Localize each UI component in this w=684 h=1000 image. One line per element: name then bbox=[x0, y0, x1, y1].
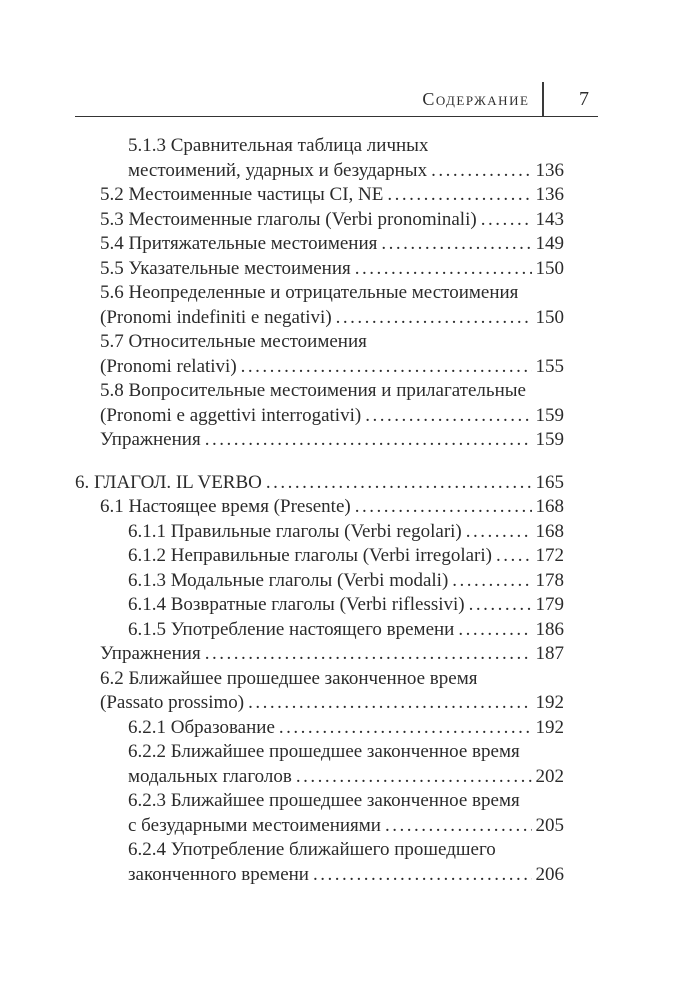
toc-entry-page: 136 bbox=[535, 184, 564, 205]
toc-entry-text: (Pronomi indefiniti e negativi) bbox=[100, 306, 332, 328]
toc-entry-page: 202 bbox=[535, 765, 564, 787]
toc-entry-text: 5.5 Указательные местоимения bbox=[100, 257, 351, 279]
toc-entry-text: 6.2.2 Ближайшее прошедшее законченное время bbox=[128, 741, 520, 762]
toc-entry-line bbox=[75, 838, 564, 863]
dot-leader bbox=[248, 691, 531, 716]
dot-leader bbox=[205, 428, 532, 453]
toc-entry-line bbox=[75, 232, 564, 257]
toc-entry-line bbox=[75, 520, 564, 545]
dot-leader bbox=[279, 716, 532, 741]
toc-entry-page: 205 bbox=[535, 814, 564, 836]
toc-entry-line bbox=[75, 306, 564, 331]
toc-entry-line bbox=[75, 593, 564, 618]
dot-leader bbox=[266, 471, 532, 496]
dot-leader bbox=[313, 863, 532, 888]
toc-entry-text: 6. ГЛАГОЛ. IL VERBO bbox=[75, 471, 262, 493]
toc-entry-text: (Pronomi relativi) bbox=[100, 355, 237, 377]
toc-entry-text: 5.7 Относительные местоимения bbox=[100, 331, 367, 352]
toc-entry-page: 168 bbox=[535, 496, 564, 517]
toc-entry-line bbox=[75, 159, 564, 184]
running-title: Содержание bbox=[422, 89, 530, 109]
toc-entry-page: 186 bbox=[535, 618, 564, 640]
toc-entry-page: 192 bbox=[535, 692, 564, 713]
toc-entry-text: 6.2.1 Образование bbox=[128, 716, 275, 738]
toc-entry-page: 168 bbox=[535, 520, 564, 542]
toc-entry-text: законченного времени bbox=[128, 863, 309, 885]
toc-entry-line bbox=[75, 495, 564, 520]
toc-entry-text: 5.8 Вопросительные местоимения и прилагательные bbox=[100, 380, 526, 401]
dot-leader bbox=[355, 495, 532, 520]
dot-leader bbox=[466, 520, 532, 545]
toc-entry-line bbox=[75, 667, 564, 692]
toc-entry-page: 149 bbox=[535, 233, 564, 254]
toc-entry-line bbox=[75, 355, 564, 380]
toc-entry-text: (Pronomi e aggettivi interrogativi) bbox=[100, 404, 362, 426]
toc-entry-text: 6.2 Ближайшее прошедшее законченное время bbox=[100, 667, 478, 689]
toc-entry-line bbox=[75, 281, 564, 306]
toc-entry-page: 136 bbox=[535, 159, 564, 181]
toc-entry-page: 178 bbox=[535, 569, 564, 591]
toc-entry-page: 150 bbox=[535, 257, 564, 279]
toc-entry-text: 6.2.3 Ближайшее прошедшее законченное время bbox=[128, 790, 520, 811]
dot-leader bbox=[336, 306, 532, 331]
dot-leader bbox=[496, 544, 532, 569]
toc-entry-text: 6.1.4 Возвратные глаголы (Verbi riflessivi) bbox=[128, 594, 465, 615]
dot-leader bbox=[205, 642, 532, 667]
toc-entry-text: 5.3 Местоименные глаголы (Verbi pronominali) bbox=[100, 208, 477, 230]
toc-entry-page: 143 bbox=[535, 208, 564, 230]
dot-leader bbox=[355, 257, 532, 282]
toc-entry-page: 165 bbox=[535, 471, 564, 493]
toc-entry-text: 5.1.3 Сравнительная таблица личных bbox=[128, 135, 429, 156]
toc-entry-line bbox=[75, 618, 564, 643]
dot-leader bbox=[481, 208, 532, 233]
toc-entry-page: 172 bbox=[535, 545, 564, 566]
toc-entry-line bbox=[75, 379, 564, 404]
toc-entry-page: 155 bbox=[535, 355, 564, 377]
toc-entry-page: 192 bbox=[535, 716, 564, 738]
toc-entry-text: 5.6 Неопределенные и отрицательные местоимения bbox=[100, 282, 519, 303]
toc-entry-line bbox=[75, 569, 564, 594]
table-of-contents bbox=[75, 134, 564, 887]
toc-entry-line bbox=[75, 642, 564, 667]
toc-entry-text: Упражнения bbox=[100, 429, 201, 450]
toc-entry-line bbox=[75, 471, 564, 496]
toc-entry-text: 5.2 Местоименные частицы CI, NE bbox=[100, 184, 384, 205]
toc-entry-text: 6.1.2 Неправильные глаголы (Verbi irregolari) bbox=[128, 545, 492, 566]
dot-leader bbox=[387, 183, 531, 208]
dot-leader bbox=[381, 232, 531, 257]
toc-entry-page: 179 bbox=[535, 594, 564, 615]
dot-leader bbox=[385, 814, 532, 839]
toc-entry-text: с безударными местоимениями bbox=[128, 814, 381, 836]
dot-leader bbox=[458, 618, 531, 643]
header-row bbox=[75, 82, 598, 116]
toc-entry-page: 187 bbox=[535, 643, 564, 664]
toc-entry-page: 150 bbox=[535, 306, 564, 328]
dot-leader bbox=[469, 593, 532, 618]
dot-leader bbox=[296, 765, 532, 790]
toc-entry-line bbox=[75, 404, 564, 429]
toc-entry-page: 159 bbox=[535, 429, 564, 450]
toc-entry-line bbox=[75, 208, 564, 233]
toc-entry-text: Упражнения bbox=[100, 643, 201, 664]
toc-entry-line bbox=[75, 330, 564, 355]
toc-entry-text: 6.2.4 Употребление ближайшего прошедшего bbox=[128, 839, 496, 860]
toc-entry-text: 6.1.1 Правильные глаголы (Verbi regolari) bbox=[128, 520, 462, 542]
toc-entry-line bbox=[75, 691, 564, 716]
toc-entry-text: местоимений, ударных и безударных bbox=[128, 159, 428, 181]
toc-entry-text: (Passato prossimo) bbox=[100, 692, 245, 713]
toc-entry-line bbox=[75, 765, 564, 790]
toc-entry-line bbox=[75, 183, 564, 208]
toc-entry-text: 6.1 Настоящее время (Presente) bbox=[100, 496, 351, 517]
toc-entry-line bbox=[75, 544, 564, 569]
page-header bbox=[75, 82, 598, 117]
dot-leader bbox=[431, 159, 531, 184]
toc-entry-line bbox=[75, 863, 564, 888]
dot-leader bbox=[241, 355, 532, 380]
toc-entry-page: 206 bbox=[535, 863, 564, 885]
dot-leader bbox=[365, 404, 531, 429]
toc-entry-line bbox=[75, 789, 564, 814]
toc-entry-text: 6.1.5 Употребление настоящего времени bbox=[128, 618, 455, 640]
toc-entry-line bbox=[75, 716, 564, 741]
toc-entry-line bbox=[75, 740, 564, 765]
page-number: 7 bbox=[579, 88, 589, 110]
toc-entry-text: 5.4 Притяжательные местоимения bbox=[100, 233, 378, 254]
toc-entry-page: 159 bbox=[535, 404, 564, 426]
toc-entry-line bbox=[75, 134, 564, 159]
toc-entry-text: модальных глаголов bbox=[128, 765, 292, 787]
dot-leader bbox=[452, 569, 531, 594]
toc-entry-line bbox=[75, 428, 564, 453]
toc-entry-text: 6.1.3 Модальные глаголы (Verbi modali) bbox=[128, 569, 449, 591]
toc-entry-line bbox=[75, 257, 564, 282]
toc-entry-line bbox=[75, 814, 564, 839]
